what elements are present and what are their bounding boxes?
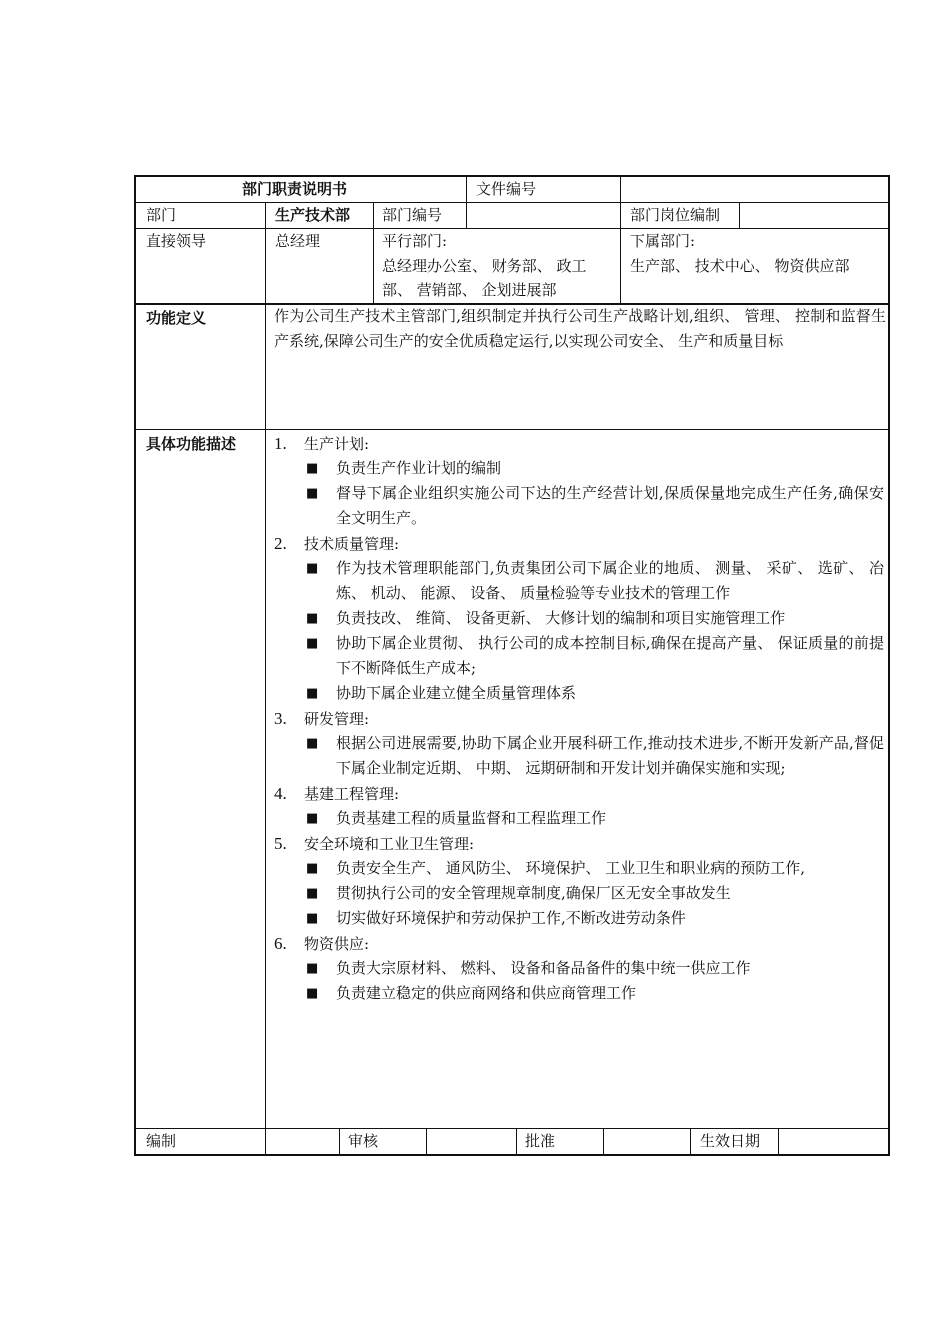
square-bullet-icon: ■ xyxy=(306,961,319,976)
section-number: 4. xyxy=(274,784,287,803)
dept-label: 部门 xyxy=(146,206,177,224)
function-section xyxy=(274,431,369,457)
review-label: 审核 xyxy=(348,1132,379,1150)
bullet-text: 切实做好环境保护和劳动保护工作,不断改进劳动条件 xyxy=(336,909,686,927)
function-section xyxy=(274,781,399,807)
function-bullet-item xyxy=(306,606,884,631)
section-number: 6. xyxy=(274,934,287,953)
function-bullet-item xyxy=(306,806,884,831)
bullet-text: 负责大宗原材料、 燃料、 设备和备品备件的集中统一供应工作 xyxy=(336,959,751,977)
subordinate-dept-value: 生产部、 技术中心、 物资供应部 xyxy=(630,257,850,275)
square-bullet-icon: ■ xyxy=(306,986,319,1001)
section-number: 3. xyxy=(274,709,287,728)
function-section xyxy=(274,931,369,957)
staffing-label: 部门岗位编制 xyxy=(630,206,721,224)
direct-leader-label: 直接领导 xyxy=(146,232,207,250)
approve-label: 批准 xyxy=(525,1132,556,1150)
bullet-text: 作为技术管理职能部门,负责集团公司下属企业的地质、 测量、 采矿、 选矿、 冶炼、 机动、 能源、 设备、 质量检验等专业技术的管理工作 xyxy=(336,559,884,602)
parallel-dept-label: 平行部门: xyxy=(382,232,448,250)
bullet-text: 负责生产作业计划的编制 xyxy=(336,459,502,477)
bullet-text: 根据公司进展需要,协助下属企业开展科研工作,推动技术进步,不断开发新产品,督促下属企业制定近期、 中期、 远期研制和开发计划并确保实施和实现; xyxy=(336,734,884,777)
function-bullet-item xyxy=(306,856,884,881)
parallel-dept-line-1: 总经理办公室、 财务部、 政工 xyxy=(382,257,587,275)
review-field[interactable] xyxy=(428,1129,514,1154)
function-bullet-item xyxy=(306,481,884,531)
section-number: 1. xyxy=(274,434,287,453)
square-bullet-icon: ■ xyxy=(306,736,319,751)
function-bullet-item xyxy=(306,681,884,706)
subordinate-dept-label: 下属部门: xyxy=(630,232,696,250)
bullet-text: 督导下属企业组织实施公司下达的生产经营计划,保质保量地完成生产任务,确保安全文明生产。 xyxy=(336,484,884,527)
effective-date-field[interactable] xyxy=(780,1129,886,1154)
compile-field[interactable] xyxy=(267,1129,337,1154)
function-definition-label: 功能定义 xyxy=(146,309,207,327)
section-number: 5. xyxy=(274,834,287,853)
function-bullet-item xyxy=(306,956,884,981)
function-definition-text: 作为公司生产技术主管部门,组织制定并执行公司生产战略计划,组织、 管理、 控制和监督生产系统,保障公司生产的安全优质稳定运行,以实现公司安全、 生产和质量目标 xyxy=(274,307,886,350)
function-bullet-item xyxy=(306,731,884,781)
dept-code-label: 部门编号 xyxy=(382,206,443,224)
square-bullet-icon: ■ xyxy=(306,886,319,901)
section-title: 技术质量管理: xyxy=(304,535,400,553)
section-title: 安全环境和工业卫生管理: xyxy=(304,835,475,853)
function-section xyxy=(274,831,474,857)
square-bullet-icon: ■ xyxy=(306,636,319,651)
function-section xyxy=(274,706,369,732)
bullet-text: 负责技改、 维简、 设备更新、 大修计划的编制和项目实施管理工作 xyxy=(336,609,786,627)
document-title: 部门职责说明书 xyxy=(242,180,348,198)
bullet-text: 协助下属企业建立健全质量管理体系 xyxy=(336,684,577,702)
square-bullet-icon: ■ xyxy=(306,911,319,926)
function-bullet-item xyxy=(306,981,884,1006)
parallel-dept-line-2: 部、 营销部、 企划进展部 xyxy=(382,281,557,299)
function-bullet-item xyxy=(306,556,884,606)
approve-field[interactable] xyxy=(605,1129,688,1154)
bullet-text: 负责基建工程的质量监督和工程监理工作 xyxy=(336,809,607,827)
staffing-field[interactable] xyxy=(741,203,886,227)
doc-number-label: 文件编号 xyxy=(476,180,537,198)
square-bullet-icon: ■ xyxy=(306,811,319,826)
doc-number-field[interactable] xyxy=(622,177,886,201)
function-bullet-item xyxy=(306,456,884,481)
section-number: 2. xyxy=(274,534,287,553)
direct-leader-value: 总经理 xyxy=(275,232,321,250)
compile-label: 编制 xyxy=(146,1132,177,1150)
square-bullet-icon: ■ xyxy=(306,686,319,701)
bullet-text: 贯彻执行公司的安全管理规章制度,确保厂区无安全事故发生 xyxy=(336,884,731,902)
function-section xyxy=(274,531,399,557)
section-title: 生产计划: xyxy=(304,435,370,453)
effective-date-label: 生效日期 xyxy=(700,1132,761,1150)
department-responsibility-form xyxy=(134,175,890,1156)
bullet-text: 负责安全生产、 通风防尘、 环境保护、 工业卫生和职业病的预防工作, xyxy=(336,859,806,877)
detailed-functions-label: 具体功能描述 xyxy=(146,435,237,453)
bullet-text: 负责建立稳定的供应商网络和供应商管理工作 xyxy=(336,984,637,1002)
bullet-text: 协助下属企业贯彻、 执行公司的成本控制目标,确保在提高产量、 保证质量的前提下不断降低生产成本; xyxy=(336,634,884,677)
section-title: 基建工程管理: xyxy=(304,785,400,803)
square-bullet-icon: ■ xyxy=(306,611,319,626)
section-title: 物资供应: xyxy=(304,935,370,953)
dept-code-field[interactable] xyxy=(468,203,618,227)
function-bullet-item xyxy=(306,631,884,681)
section-title: 研发管理: xyxy=(304,710,370,728)
dept-value: 生产技术部 xyxy=(275,206,351,224)
square-bullet-icon: ■ xyxy=(306,461,319,476)
square-bullet-icon: ■ xyxy=(306,486,319,501)
square-bullet-icon: ■ xyxy=(306,561,319,576)
function-bullet-item xyxy=(306,906,884,931)
function-bullet-item xyxy=(306,881,884,906)
square-bullet-icon: ■ xyxy=(306,861,319,876)
